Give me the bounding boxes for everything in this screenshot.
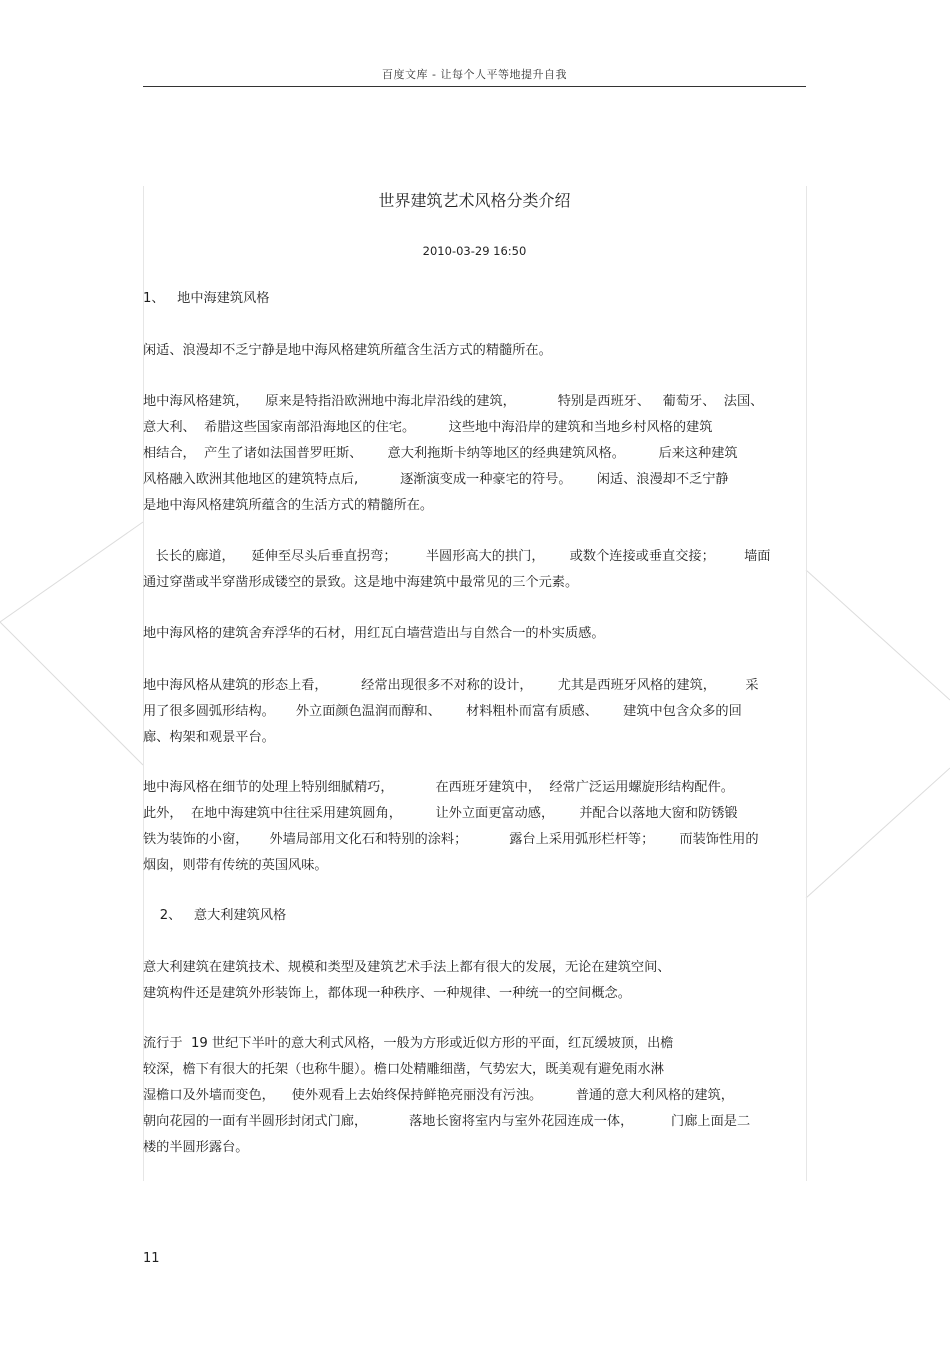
page-header: 百度文库 - 让每个人平等地提升自我 [382,68,567,81]
text-line: 地中海风格从建筑的形态上看， 经常出现很多不对称的设计， 尤其是西班牙风格的建筑， 采 [143,678,759,693]
text-line: 长长的廊道， 延伸至尽头后垂直拐弯； 半圆形高大的拱门， 或数个连接或垂直交接； 墙面 [143,549,771,564]
text-line: 地中海风格建筑， 原来是特指沿欧洲地中海北岸沿线的建筑， 特别是西班牙、 葡萄牙、 法国、 [143,394,764,409]
text-line: 2、 意大利建筑风格 [143,908,287,923]
paragraph [143,1031,806,1161]
text-line: 此外， 在地中海建筑中往往采用建筑圆角， 让外立面更富动感， 并配合以落地大窗和防锈锻 [143,806,738,821]
text-line: 朝向花园的一面有半圆形封闭式门廊， 落地长窗将室内与室外花园连成一体， 门廊上面是二 [143,1114,751,1129]
text-line: 建筑构件还是建筑外形装饰上，都体现一种秩序、一种规律、一种统一的空间概念。 [143,986,631,1001]
text-line: 流行于 19 世纪下半叶的意大利式风格，一般为方形或近似方形的平面，红瓦缓坡顶，出檐 [143,1036,674,1051]
text-line: 意大利、 希腊这些国家南部沿海地区的住宅。 这些地中海沿岸的建筑和当地乡村风格的建筑 [143,420,713,435]
text-line: 烟囱，则带有传统的英国风味。 [143,858,328,873]
paragraph [143,955,806,1007]
paragraph [143,775,806,879]
text-line: 较深，檐下有很大的托架（也称牛腿）。檐口处精雕细凿，气势宏大，既美观有避免雨水淋 [143,1062,664,1077]
text-line: 地中海风格在细节的处理上特别细腻精巧， 在西班牙建筑中， 经常广泛运用螺旋形结构配件。 [143,780,734,795]
text-line: 湿檐口及外墙而变色， 使外观看上去始终保持鲜艳亮丽没有污浊。 普通的意大利风格的建筑， [143,1088,734,1103]
section-heading-mediterranean [143,286,806,312]
text-line: 意大利建筑在建筑技术、规模和类型及建筑艺术手法上都有很大的发展，无论在建筑空间、 [143,960,671,975]
text-line: 铁为装饰的小窗， 外墙局部用文化石和特别的涂料； 露台上采用弧形栏杆等； 而装饰性用的 [143,832,759,847]
text-line: 风格融入欧洲其他地区的建筑特点后, 逐渐演变成一种豪宅的符号。 闲适、浪漫却不乏宁静 [143,472,729,487]
paragraph [143,389,806,519]
text-line: 楼的半圆形露台。 [143,1140,249,1155]
section-heading-italian [143,903,806,929]
text-line: 地中海风格的建筑舍弃浮华的石材，用红瓦白墙营造出与自然合一的朴实质感。 [143,626,605,641]
text-line: 相结合， 产生了诸如法国普罗旺斯、 意大利拖斯卡纳等地区的经典建筑风格。 后来这种建筑 [143,446,738,461]
text-line: 用了很多圆弧形结构。 外立面颜色温润而醇和、 材料粗朴而富有质感、 建筑中包含众多的回 [143,704,742,719]
paragraph [143,673,806,751]
content-frame-right-border [806,186,807,1181]
header-divider [143,86,806,87]
article-date: 2010-03-29 16:50 [422,244,527,258]
page-number: 11 [143,1251,160,1266]
article-title: 世界建筑艺术风格分类介绍 [378,191,571,210]
text-line: 1、 地中海建筑风格 [143,291,270,306]
paragraph [143,621,806,647]
paragraph [143,544,806,596]
text-line: 闲适、浪漫却不乏宁静是地中海风格建筑所蕴含生活方式的精髓所在。 [143,343,552,358]
text-line: 廊、构架和观景平台。 [143,730,275,745]
text-line: 是地中海风格建筑所蕴含的生活方式的精髓所在。 [143,498,434,513]
paragraph [143,338,806,364]
text-line: 通过穿凿或半穿凿形成镂空的景致。这是地中海建筑中最常见的三个元素。 [143,575,579,590]
